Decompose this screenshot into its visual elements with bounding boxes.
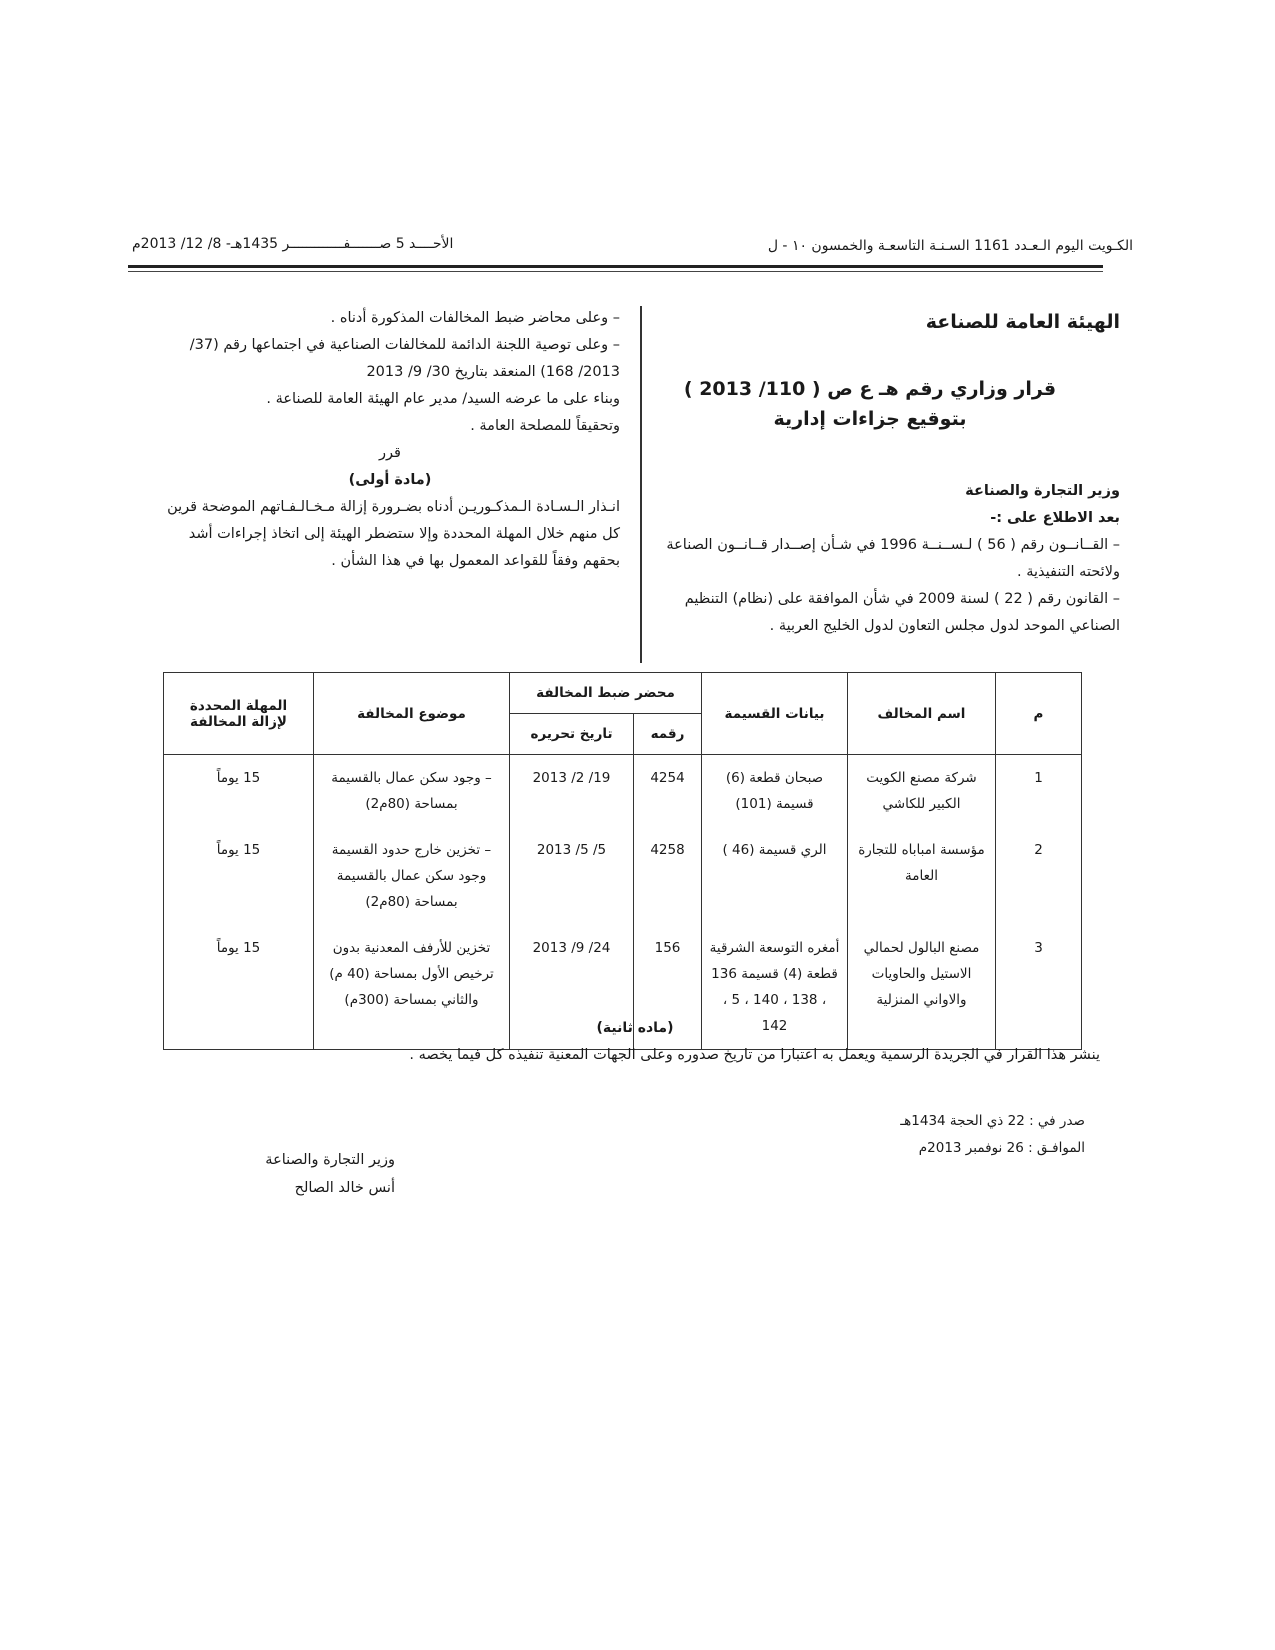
header-plot: بيانات القسيمة bbox=[702, 673, 848, 755]
cell-record-no: 4258 bbox=[634, 827, 702, 925]
issue-date-block bbox=[785, 1108, 1085, 1162]
header-subject: موضوع المخالفة bbox=[314, 673, 510, 755]
cell-violator: مؤسسة امباباه للتجارة العامة bbox=[848, 827, 996, 925]
left-column bbox=[160, 305, 620, 575]
signature-title: وزير التجارة والصناعة bbox=[265, 1152, 395, 1168]
violations-table bbox=[163, 672, 1082, 1050]
cell-deadline: 15 يوماً bbox=[164, 827, 314, 925]
header-record-no: رقمه bbox=[634, 714, 702, 755]
para-public-interest: وتحقيقاً للمصلحة العامة . bbox=[470, 418, 620, 434]
cell-record-no: 156 bbox=[634, 925, 702, 1050]
cell-plot: أمغره التوسعة الشرقية قطعة (4) قسيمة 136 ، 138 ، 140 ، 5 ، 142 bbox=[702, 925, 848, 1050]
cell-num: 3 bbox=[996, 925, 1082, 1050]
law-1: – القــانــون رقم ( 56 ) لـســنــة 1996 في شـأن إصــدار قــانــون الصناعة ولائحته التنفيذية . bbox=[666, 537, 1120, 580]
para-records: – وعلى محاضر ضبط المخالفات المذكورة أدناه . bbox=[330, 310, 620, 326]
decree-title-line1: قرار وزاري رقم هـ ع ص ( 110/ 2013 ) bbox=[683, 378, 1057, 400]
header-violator: اسم المخالف bbox=[848, 673, 996, 755]
cell-record-no: 4254 bbox=[634, 755, 702, 828]
cell-subject: تخزين للأرفف المعدنية بدون ترخيص الأول بمساحة (40 م) والثاني بمساحة (300م) bbox=[314, 925, 510, 1050]
cell-violator: مصنع البالول لحمالي الاستيل والحاويات والاواني المنزلية bbox=[848, 925, 996, 1050]
article-2-title: (ماده ثانية) bbox=[596, 1020, 674, 1036]
header-rule-thin bbox=[128, 271, 1103, 272]
decree-title-line2: بتوقيع جزاءات إدارية bbox=[773, 408, 967, 430]
article-2-text: ينشر هذا القرار في الجريدة الرسمية ويعمل به اعتبارا من تاريخ صدوره وعلى الجهات المعنية تنفيذه كل فيما يخصه . bbox=[409, 1047, 1100, 1063]
header-deadline: المهلة المحددة لإزالة المخالفة bbox=[164, 673, 314, 755]
para-director: وبناء على ما عرضه السيد/ مدير عام الهيئة العامة للصناعة . bbox=[266, 391, 620, 407]
organization-title: الهيئة العامة للصناعة bbox=[925, 311, 1120, 333]
cell-subject: – تخزين خارج حدود القسيمة وجود سكن عمال بالقسيمة بمساحة (80م2) bbox=[314, 827, 510, 925]
issue-date-hijri: صدر في : 22 ذي الحجة 1434هـ bbox=[900, 1113, 1085, 1129]
header-rule bbox=[128, 265, 1103, 268]
issue-date-gregorian: الموافـق : 26 نوفمبر 2013م bbox=[918, 1140, 1085, 1156]
decided-heading: قرر bbox=[379, 445, 401, 461]
cell-violator: شركة مصنع الكويت الكبير للكاشي bbox=[848, 755, 996, 828]
header-record-date: تاريخ تحريره bbox=[510, 714, 634, 755]
cell-plot: صبحان قطعة (6) قسيمة (101) bbox=[702, 755, 848, 828]
cell-plot: الري قسيمة (46 ) bbox=[702, 827, 848, 925]
signature-block bbox=[165, 1146, 395, 1202]
article-1-title: (مادة أولى) bbox=[348, 472, 432, 488]
decree-title bbox=[660, 374, 1080, 434]
right-column bbox=[660, 305, 1120, 640]
cell-subject: – وجود سكن عمال بالقسيمة بمساحة (80م2) bbox=[314, 755, 510, 828]
cell-num: 1 bbox=[996, 755, 1082, 828]
cell-record-date: 5/ 5/ 2013 bbox=[510, 827, 634, 925]
cell-record-date: 24/ 9/ 2013 bbox=[510, 925, 634, 1050]
signature-name: أنس خالد الصالح bbox=[294, 1180, 395, 1196]
after-review: بعد الاطلاع على :- bbox=[990, 510, 1120, 526]
law-2: – القانون رقم ( 22 ) لسنة 2009 في شأن الموافقة على (نظام) التنظيم الصناعي الموحد لدول مجلس التعاون لدول الخليج العربية . bbox=[684, 591, 1120, 634]
cell-record-date: 19/ 2/ 2013 bbox=[510, 755, 634, 828]
header-date: الأحــــد 5 صـــــــفـــــــــــــر 1435هـ- 8/ 12/ 2013م bbox=[132, 236, 454, 252]
header-issue: الكـويت اليوم الـعـدد 1161 السـنـة التاسعـة والخمسون ١٠ - ل bbox=[767, 238, 1133, 254]
minister-heading: وزير التجارة والصناعة bbox=[965, 483, 1120, 499]
header-record: محضر ضبط المخالفة bbox=[510, 673, 702, 714]
cell-deadline: 15 يوماً bbox=[164, 925, 314, 1050]
table-row bbox=[164, 755, 1082, 828]
article-1-text: انـذار الـسـادة الـمذكـوريـن أدناه بضـرورة إزالة مـخـالـفـاتهم الموضحة قرين كل منهم خلال المهلة المحددة وإلا ستضطر الهيئة إلى اتخاذ إجراءات أشد بحقهم وفقاً للقواعد المعمول بها في هذا الشأن . bbox=[167, 499, 620, 569]
column-divider bbox=[640, 306, 642, 663]
cell-num: 2 bbox=[996, 827, 1082, 925]
header-num: م bbox=[996, 673, 1082, 755]
cell-deadline: 15 يوماً bbox=[164, 755, 314, 828]
table-row bbox=[164, 827, 1082, 925]
para-committee: – وعلى توصية اللجنة الدائمة للمخالفات الصناعية في اجتماعها رقم (37/ 2013/ 168) المنعقد بتاريخ 30/ 9/ 2013 bbox=[189, 337, 620, 380]
